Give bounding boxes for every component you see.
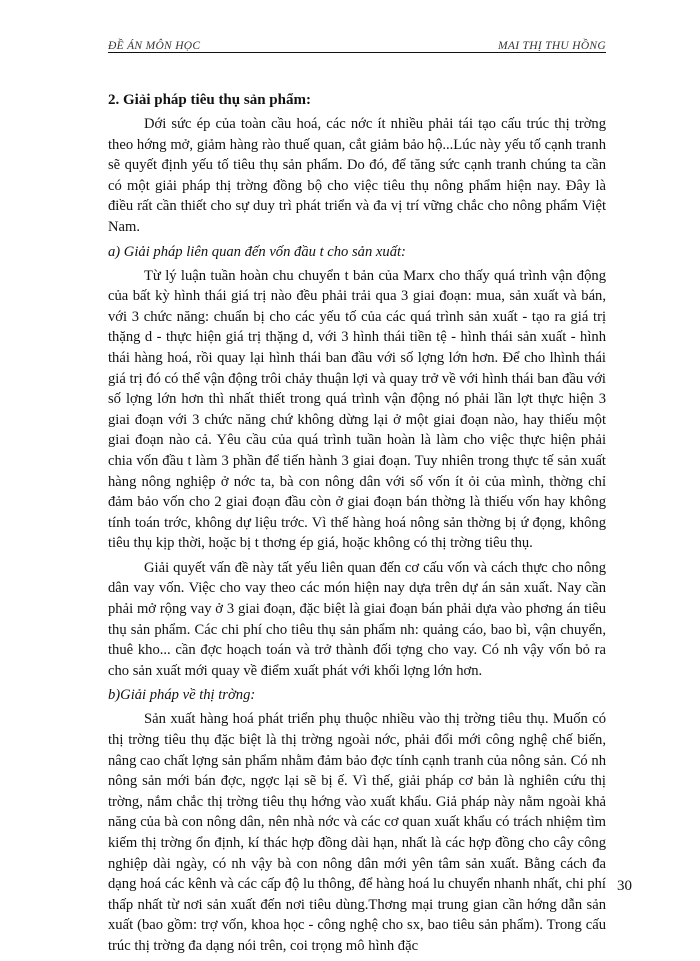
header-rule: [108, 52, 606, 53]
header-left-text: ĐỀ ÁN MÔN HỌC: [108, 40, 201, 52]
subsection-b-paragraph-1: Sản xuất hàng hoá phát triển phụ thuộc nhiều vào thị trờng tiêu thụ. Muốn có thị trờng tiêu thụ đặc biệt là thị trờng ngoài nớc, phải đổi mới công nghệ chế biến, nâng cao chất lợng sản phẩm nhằm đảm bảo đợc tính cạnh tranh của nông sản. Có nh nông sản mới bán đợc, ngợc lại sẽ bị ế. Vì thế, giải pháp cơ bản là nghiên cứu thị trờng, nắm chắc thị trờng tiêu thụ hớng vào xuất khẩu. Giả pháp này nằm ngoài khả năng của bà con nông dân, nên nhà nớc và các cơ quan xuất khẩu có trách nhiệm tìm kiếm thị trờng ổn định, kí thác hợp đồng dài hạn, nhất là các hợp đồng cho cây công nghiệp dài ngày, có nh vậy bà con nông dân mới yên tâm sản xuất. Bằng cách đa dạng hoá các kênh và các cấp độ lu thông, để hàng hoá lu chuyển nhanh nhất, chi phí thấp nhất từ nơi sản xuất đến nơi tiêu dùng.Thơng mại trung gian cần hớng dẫn sản xuất (bao gồm: trợ vốn, khoa học - công nghệ cho sx, bao tiêu sản phẩm). Trong cấu trúc thị trờng đa dạng nói trên, coi trọng mô hình đặc: [108, 711, 606, 954]
subsection-a-title: a) Giải pháp liên quan đến vốn đầu t cho sản xuất:: [108, 243, 406, 260]
section-title: 2. Giải pháp tiêu thụ sản phẩm:: [108, 92, 311, 108]
page-number: 30: [617, 878, 632, 894]
subsection-a-paragraph-1: Từ lý luận tuần hoàn chu chuyển t bản của Marx cho thấy quá trình vận động của bất kỳ hình thái giá trị nào đều phải trải qua 3 giai đoạn: mua, sản xuất và bán, với 3 chức năng: chuẩn bị cho các yếu tố của các quá trình sản xuất - tạo ra giá trị thặng d - thực hiện giá trị thặng d, với 3 hình thái tiền tệ - hình thái sản xuất - hình thái hàng hoá, rồi quay lại hình thái ban đầu với số lợng lớn hơn. Để cho lhình thái giá trị đó có thể vận động trôi chảy thuận lợi và quay trở về với hình thái ban đầu với số lợng lớn hơn thì nhất thiết trong quá trình vận động nó phải lần lợt thực hiện 3 giai đoạn với 3 chức năng chứ không dừng lại ở một giai đoạn nào, hay thiếu một giai đoạn nào cả. Yêu cầu của quá trình tuần hoàn là làm cho việc thực hiện phải chia vốn đầu t làm 3 phần để tiến hành 3 giai đoạn. Tuy nhiên trong thực tế sản xuất hàng nông nghiệp ở nớc ta, bà con nông dân với số vốn ít ỏi của mình, thờng chỉ đảm bảo vốn cho 2 giai đoạn đầu còn ở giai đoạn bán thờng là thiếu vốn hay không tính toán trớc, không dự liệu trớc. Vì thế hàng hoá nông sản thờng bị ứ đọng, không tiêu thụ kịp thời, hoặc bị t thơng ép giá, hoặc không có thị trờng tiêu thụ.: [108, 267, 606, 552]
header-right-text: MAI THỊ THU HỒNG: [498, 40, 606, 52]
subsection-a-paragraph-2: Giải quyết vấn đề này tất yếu liên quan đến cơ cấu vốn và cách thực cho nông dân vay vốn. Việc cho vay theo các món hiện nay dựa trên dự án sản xuất. Nay cần phải mở rộng vay ở 3 giai đoạn, đặc biệt là giai đoạn bán phải dựa vào phơng án tiêu thụ sản phẩm. Các chi phí cho tiêu thụ sản phẩm nh: quảng cáo, bao bì, vận chuyển, thuê kho... cần đợc hoạch toán và trở thành đối tợng cho vay. Có nh vậy vốn bỏ ra cho sản xuất mới quay về điểm xuất phát với khối lợng lớn hơn.: [108, 559, 606, 679]
page-body: [108, 90, 606, 961]
subsection-b-title: b)Giải pháp về thị trờng:: [108, 687, 256, 704]
section-intro-paragraph: Dới sức ép của toàn cầu hoá, các nớc ít nhiều phải tái tạo cấu trúc thị trờng theo hớng mở, giảm hàng rào thuế quan, cắt giảm bảo hộ...Lúc này yếu tố cạnh tranh sẽ quyết định yếu tố tiêu thụ sản phẩm. Do đó, để tăng sức cạnh tranh chúng ta cần có một giải pháp thị trờng đồng bộ cho việc tiêu thụ nông phẩm hiện nay. Đây là điều rất cần thiết cho sự duy trì phát triển và đa vị trí vững chắc cho nông phẩm Việt Nam.: [108, 116, 606, 235]
